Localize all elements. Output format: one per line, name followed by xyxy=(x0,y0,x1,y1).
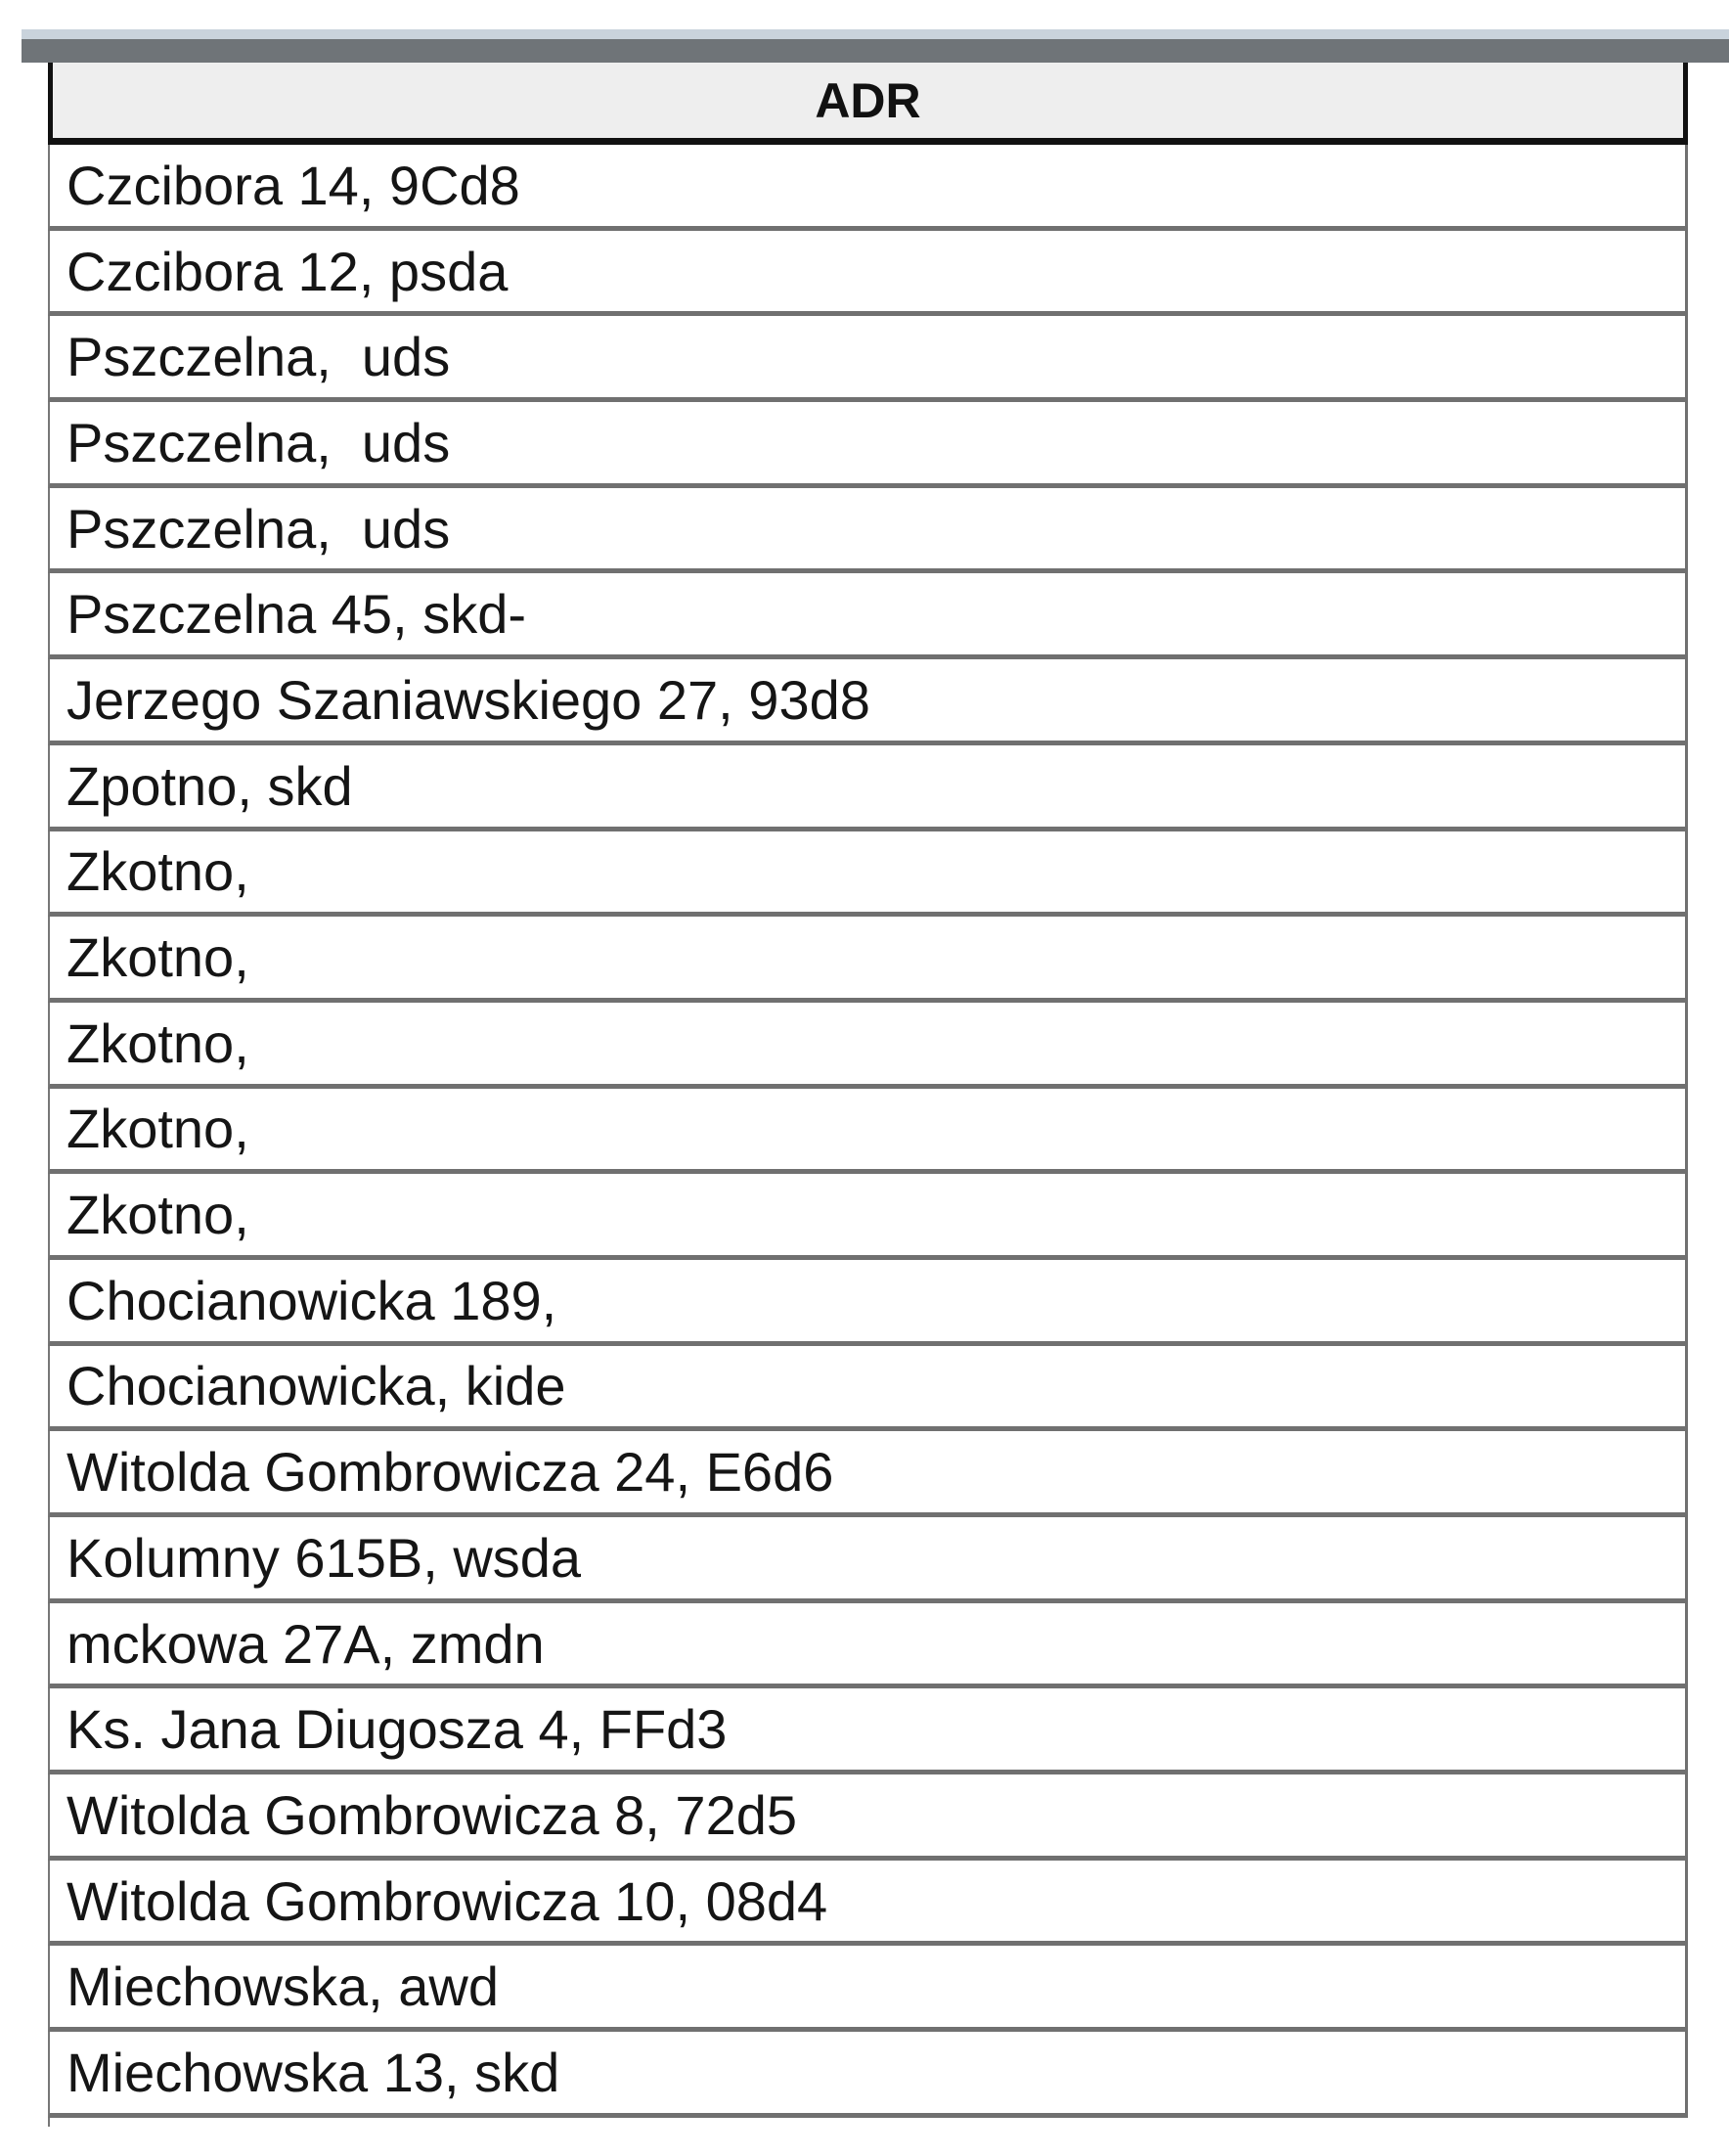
table-cell[interactable]: Witolda Gombrowicza 10, 08d4 xyxy=(48,1861,1688,1947)
table-cell[interactable]: Zkotno, xyxy=(48,1003,1688,1089)
table-cell[interactable]: mckowa 27A, zmdn xyxy=(48,1603,1688,1689)
table-cell[interactable]: Pszczelna, uds xyxy=(48,402,1688,488)
table-cell[interactable]: Pszczelna, uds xyxy=(48,488,1688,574)
table-cell[interactable]: Zkotno, xyxy=(48,831,1688,918)
table-body xyxy=(48,145,1688,2118)
previous-column-edge xyxy=(22,63,50,2127)
table-cell[interactable]: Czcibora 14, 9Cd8 xyxy=(48,145,1688,231)
table-cell[interactable]: Chocianowicka 189, xyxy=(48,1260,1688,1346)
table-cell[interactable]: Zkotno, xyxy=(48,1174,1688,1260)
table-cell[interactable]: Czcibora 12, psda xyxy=(48,231,1688,317)
table-cell[interactable]: Zkotno, xyxy=(48,1089,1688,1175)
table-cell[interactable]: Ks. Jana Diugosza 4, FFd3 xyxy=(48,1688,1688,1774)
table-cell[interactable]: Jerzego Szaniawskiego 27, 93d8 xyxy=(48,659,1688,745)
table-cell[interactable]: Kolumny 615B, wsda xyxy=(48,1517,1688,1603)
table-cell[interactable]: Witolda Gombrowicza 8, 72d5 xyxy=(48,1774,1688,1861)
table-cell[interactable]: Zpotno, skd xyxy=(48,745,1688,831)
table-cell[interactable]: Zkotno, xyxy=(48,917,1688,1003)
table-cell[interactable]: Miechowska 13, skd xyxy=(48,2032,1688,2118)
spreadsheet-column xyxy=(48,63,1688,2118)
toolbar-strip xyxy=(22,29,1729,63)
table-cell[interactable]: Pszczelna 45, skd- xyxy=(48,573,1688,659)
table-cell[interactable]: Chocianowicka, kide xyxy=(48,1346,1688,1432)
table-cell[interactable]: Witolda Gombrowicza 24, E6d6 xyxy=(48,1431,1688,1517)
column-header-adr[interactable]: ADR xyxy=(48,63,1688,145)
table-cell[interactable]: Miechowska, awd xyxy=(48,1946,1688,2032)
table-cell[interactable]: Pszczelna, uds xyxy=(48,316,1688,402)
